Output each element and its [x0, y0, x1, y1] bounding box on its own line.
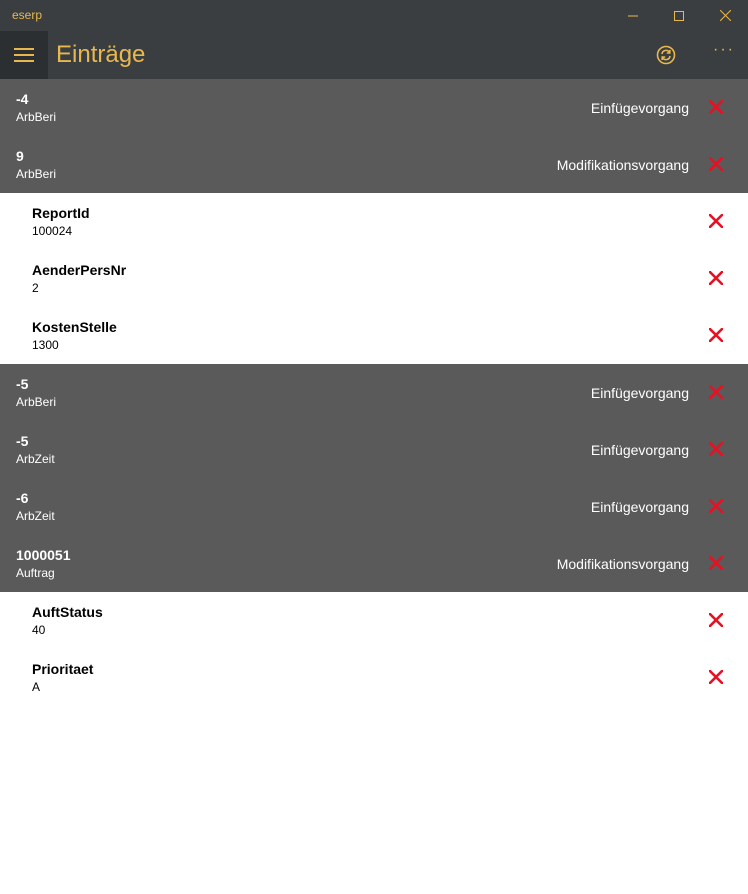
entry-subtitle: ArbBeri: [16, 110, 57, 124]
close-window-button[interactable]: [702, 0, 748, 31]
close-x-icon: [709, 214, 723, 228]
entry-title: -4: [16, 91, 29, 107]
page-title: Einträge: [56, 41, 146, 68]
hamburger-icon: [14, 48, 34, 50]
entry-row[interactable]: [0, 535, 748, 592]
close-x-icon: [709, 442, 723, 456]
app-name: eserp: [12, 8, 43, 22]
minimize-button[interactable]: [610, 0, 656, 31]
minimize-icon: [628, 11, 638, 21]
close-x-icon: [709, 271, 723, 285]
operation-label: Einfügevorgang: [590, 100, 689, 116]
entry-row[interactable]: [0, 421, 748, 478]
entry-title: -6: [16, 490, 29, 506]
delete-button[interactable]: [702, 663, 730, 691]
entry-subtitle: Auftrag: [16, 566, 55, 580]
field-subtitle: 2: [32, 281, 39, 295]
delete-button[interactable]: [702, 150, 730, 178]
field-row[interactable]: [0, 250, 748, 307]
close-x-icon: [709, 100, 723, 114]
close-x-icon: [709, 556, 723, 570]
more-icon: ···: [713, 41, 735, 58]
field-title: Prioritaet: [32, 661, 94, 677]
operation-label: Modifikationsvorgang: [556, 556, 689, 572]
operation-label: Einfügevorgang: [590, 442, 689, 458]
maximize-button[interactable]: [656, 0, 702, 31]
operation-label: Modifikationsvorgang: [556, 157, 689, 173]
entry-title: -5: [16, 376, 29, 392]
entry-title: 9: [16, 148, 24, 164]
delete-button[interactable]: [702, 606, 730, 634]
field-title: AuftStatus: [32, 604, 103, 620]
delete-button[interactable]: [702, 435, 730, 463]
field-subtitle: A: [32, 680, 41, 694]
more-button[interactable]: [704, 35, 744, 75]
menu-button[interactable]: [0, 31, 48, 79]
delete-button[interactable]: [702, 492, 730, 520]
field-row[interactable]: [0, 307, 748, 364]
field-title: KostenStelle: [32, 319, 117, 335]
entry-subtitle: ArbZeit: [16, 509, 55, 523]
delete-button[interactable]: [702, 207, 730, 235]
entry-subtitle: ArbZeit: [16, 452, 55, 466]
field-title: AenderPersNr: [32, 262, 127, 278]
operation-label: Einfügevorgang: [590, 499, 689, 515]
field-row[interactable]: [0, 592, 748, 649]
entry-title: 1000051: [16, 547, 71, 563]
field-row[interactable]: [0, 649, 748, 706]
delete-button[interactable]: [702, 378, 730, 406]
sync-button[interactable]: [646, 35, 686, 75]
delete-button[interactable]: [702, 264, 730, 292]
entry-row[interactable]: [0, 478, 748, 535]
close-x-icon: [709, 499, 723, 513]
entry-subtitle: ArbBeri: [16, 167, 57, 181]
maximize-icon: [674, 11, 684, 21]
title-bar: [0, 0, 748, 31]
operation-label: Einfügevorgang: [590, 385, 689, 401]
close-x-icon: [709, 613, 723, 627]
close-x-icon: [709, 157, 723, 171]
field-title: ReportId: [32, 205, 90, 221]
entry-row[interactable]: [0, 136, 748, 193]
entry-row[interactable]: [0, 364, 748, 421]
app-header: [0, 31, 748, 79]
close-x-icon: [709, 385, 723, 399]
field-subtitle: 100024: [32, 224, 73, 238]
close-icon: [720, 10, 731, 21]
entries-list: [0, 79, 748, 706]
close-x-icon: [709, 670, 723, 684]
entry-subtitle: ArbBeri: [16, 395, 57, 409]
sync-icon: [656, 45, 676, 65]
entry-row[interactable]: [0, 79, 748, 136]
delete-button[interactable]: [702, 549, 730, 577]
field-row[interactable]: [0, 193, 748, 250]
field-subtitle: 40: [32, 623, 46, 637]
delete-button[interactable]: [702, 93, 730, 121]
close-x-icon: [709, 328, 723, 342]
entry-title: -5: [16, 433, 29, 449]
field-subtitle: 1300: [32, 338, 59, 352]
delete-button[interactable]: [702, 321, 730, 349]
